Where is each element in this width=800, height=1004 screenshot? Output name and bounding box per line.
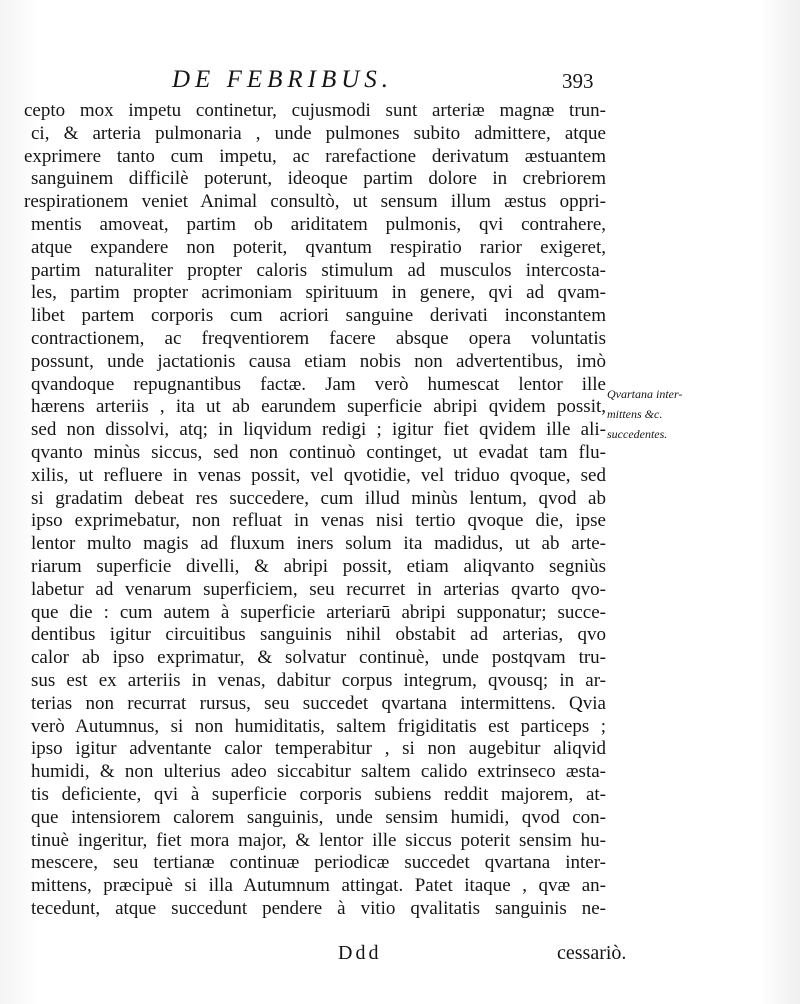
text-line: labetur ad venarum superficiem, seu recurret in arterias qvarto qvo- [31, 578, 606, 600]
text-line: contractionem, ac freqventiorem facere absque opera voluntatis [31, 327, 606, 349]
text-line: humidi, & non ulterius adeo siccabitur saltem calido extrinseco æsta- [31, 761, 606, 783]
text-line: respirationem veniet Animal consultò, ut sensum illum æstus oppri- [24, 191, 606, 213]
text-line: possunt, unde jactationis causa etiam nobis non advertentibus, imò [31, 350, 606, 372]
text-line: exprimere tanto cum impetu, ac rarefactione derivatum æstuantem [24, 145, 606, 167]
text-line: xilis, ut refluere in venas possit, vel qvotidie, vel triduo qvoque, sed [31, 464, 606, 486]
page-header [0, 66, 800, 96]
text-line: qvanto minùs siccus, sed non continuò continget, ut evadat tam flu- [31, 441, 606, 463]
text-line: terias non recurrat rursus, seu succedet qvartana intermittens. Qvia [31, 692, 606, 714]
text-line: sus est ex arteriis in venas, dabitur corpus integrum, qvousq; in ar- [31, 669, 606, 691]
page-number: 393 [562, 69, 594, 93]
text-line: dentibus igitur circuitibus sanguinis nihil obstabit ad arterias, qvo [31, 624, 606, 646]
catchword: cessariò. [557, 942, 627, 964]
running-title: DE FEBRIBUS. [172, 66, 394, 93]
page-footer [0, 942, 800, 972]
text-line: partim naturaliter propter caloris stimulum ad musculos intercosta- [31, 259, 606, 281]
text-line: qvandoque repugnantibus factæ. Jam verò humescat lentor ille [31, 373, 606, 395]
text-line: tecedunt, atque succedunt pendere à vitio qvalitatis sanguinis ne- [31, 897, 606, 919]
body-text [24, 100, 606, 921]
text-line: sed non dissolvi, atq; in liqvidum redigi ; igitur fiet qvidem ille ali- [31, 419, 606, 441]
text-line: atque expandere non poterit, qvantum respiratio rarior exigeret, [31, 236, 606, 258]
text-line: sanguinem difficilè poterunt, ideoque partim dolore in crebriorem [31, 168, 606, 190]
text-line: les, partim propter acrimoniam spirituum in genere, qvi ad qvam- [31, 282, 606, 304]
marginal-note-line: mittens &c. [607, 407, 663, 421]
text-line: ipso exprimebatur, non refluat in venas nisi tertio qvoque die, ipse [31, 510, 606, 532]
text-line: lentor multo magis ad fluxum iners solum ita madidus, ut ab arte- [31, 533, 606, 555]
text-line: tis deficiente, qvi à superficie corporis subiens reddit majorem, at- [31, 783, 606, 805]
marginal-note-line: Qvartana inter- [607, 387, 683, 401]
text-line: que die : cum autem à superficie arteriarū abripi supponatur; succe- [31, 601, 606, 623]
text-line: ipso igitur adventante calor temperabitur , si non augebitur aliqvid [31, 738, 606, 760]
text-line: ci, & arteria pulmonaria , unde pulmones subito admittere, atque [31, 122, 606, 144]
signature-mark: Ddd [338, 942, 382, 964]
text-line: mescere, seu tertianæ continuæ periodicæ succedet qvartana inter- [31, 852, 606, 874]
text-line: que intensiorem calorem sanguinis, unde sensim humidi, qvod con- [31, 806, 606, 828]
text-line: verò Autumnus, si non humiditatis, saltem frigiditatis est particeps ; [31, 715, 606, 737]
marginal-note [607, 384, 717, 444]
text-line: calor ab ipso exprimatur, & solvatur continuè, unde postqvam tru- [31, 647, 606, 669]
text-line: tinuè ingeritur, fiet mora major, & lentor ille siccus poterit sensim hu- [31, 829, 606, 851]
marginal-note-line: succedentes. [607, 427, 668, 441]
text-line: cepto mox impetu continetur, cujusmodi sunt arteriæ magnæ trun- [24, 100, 606, 121]
text-line: si gradatim debeat res succedere, cum illud minùs lentum, qvod ab [31, 487, 606, 509]
text-line: mentis amoveat, partim ob ariditatem pulmonis, qvi contrahere, [31, 213, 606, 235]
text-line: libet partem corporis cum acriori sanguine derivati inconstantem [31, 305, 606, 327]
text-line: mittens, præcipuè si illa Autumnum attingat. Patet itaque , qvæ an- [31, 875, 606, 897]
text-line: hærens arteriis , ita ut ab earundem superficie abripi qvidem possit, [31, 396, 606, 418]
text-line: riarum superficie divelli, & abripi possit, etiam aliqvanto segniùs [31, 555, 606, 577]
